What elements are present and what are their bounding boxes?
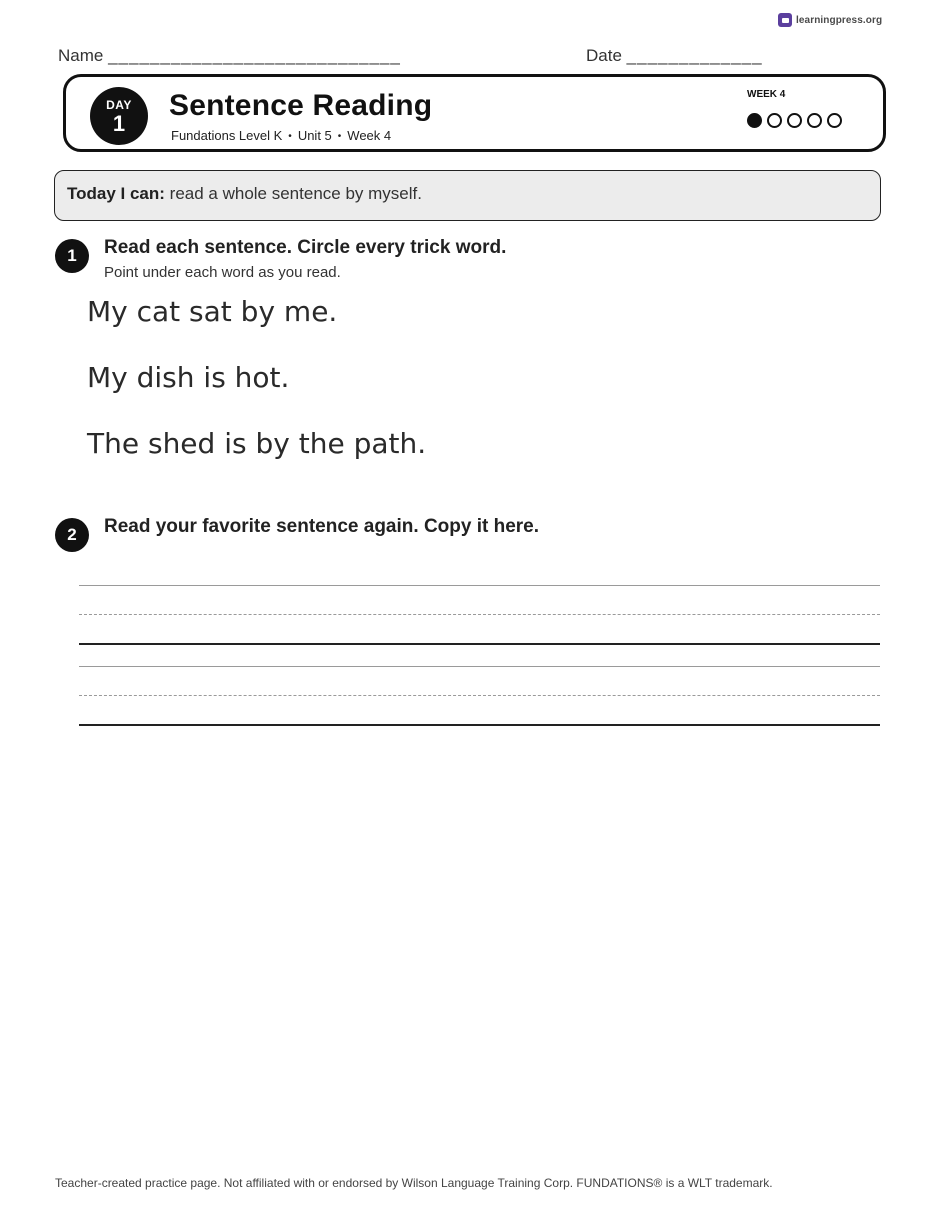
- day-label: DAY: [106, 98, 132, 112]
- week-dot-empty: [787, 113, 802, 128]
- writing-top-line: [79, 585, 880, 586]
- date-label: Date: [586, 46, 622, 65]
- subtitle-level: Fundations Level K: [171, 128, 283, 143]
- sentence-1[interactable]: My cat sat by me.: [87, 295, 338, 328]
- subtitle-separator: •: [288, 131, 292, 142]
- subtitle-separator: •: [337, 131, 342, 142]
- writing-baseline: [79, 643, 880, 645]
- footer-disclaimer: Teacher-created practice page. Not affiliated with or endorsed by Wilson Language Training Corp. FUNDATIONS® is a WLT trademark.: [55, 1176, 773, 1190]
- section-1-subtitle: Point under each word as you read.: [104, 264, 341, 281]
- name-line: ____________________________: [108, 46, 401, 65]
- page-subtitle: [171, 128, 391, 143]
- subtitle-week: Week 4: [347, 128, 392, 143]
- writing-midline: [79, 695, 880, 696]
- day-number: 1: [112, 111, 126, 136]
- section-2-number: 2: [55, 518, 89, 552]
- name-field[interactable]: [58, 46, 401, 66]
- date-field[interactable]: [586, 46, 763, 66]
- week-progress-dots: [747, 113, 842, 128]
- subtitle-unit: Unit 5: [297, 128, 332, 143]
- week-dot-empty: [827, 113, 842, 128]
- section-1-number: 1: [55, 239, 89, 273]
- learning-goal: [54, 170, 881, 221]
- week-dot-filled: [747, 113, 762, 128]
- sentence-3[interactable]: The shed is by the path.: [87, 427, 427, 460]
- section-1-title: Read each sentence. Circle every trick word.: [104, 237, 507, 258]
- header-card: [63, 74, 886, 152]
- page-title: Sentence Reading: [169, 89, 433, 122]
- writing-top-line: [79, 666, 880, 667]
- name-label: Name: [58, 46, 104, 65]
- week-label: WEEK 4: [747, 89, 786, 100]
- date-line: _____________: [626, 46, 763, 65]
- day-badge: [90, 87, 148, 145]
- book-icon: [778, 13, 792, 27]
- writing-midline: [79, 614, 880, 615]
- brand-site: learningpress.org: [796, 14, 883, 26]
- writing-baseline: [79, 724, 880, 726]
- section-2-title: Read your favorite sentence again. Copy it here.: [104, 516, 540, 537]
- goal-text: read a whole sentence by myself.: [164, 184, 422, 203]
- goal-label: Today I can:: [67, 184, 165, 203]
- brand-logo: [778, 13, 882, 27]
- sentence-2[interactable]: My dish is hot.: [87, 361, 290, 394]
- week-dot-empty: [767, 113, 782, 128]
- week-dot-empty: [807, 113, 822, 128]
